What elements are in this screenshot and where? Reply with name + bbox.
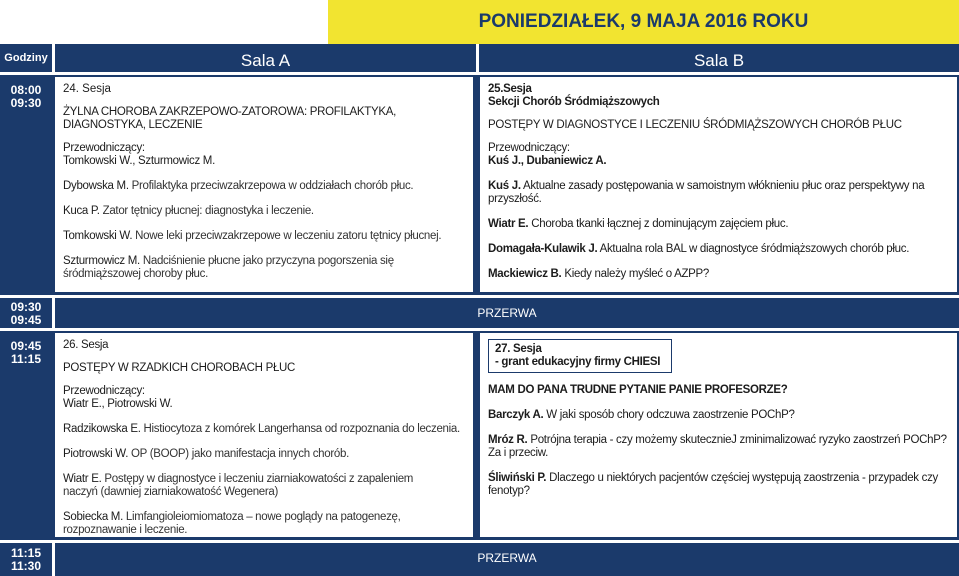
talk-title: Dlaczego u niektórych pacjentów częściej występują zaostrzenia - przypadek czy fenotyp? <box>488 472 938 497</box>
talk-item <box>63 473 423 499</box>
time-end: 09:30 <box>10 96 42 110</box>
talk-title: Histiocytoza z komórek Langerhansa od rozpoznania do leczenia. <box>143 423 460 435</box>
time-slot-4 <box>0 543 52 576</box>
speaker: Mróz R. <box>488 434 528 446</box>
talk-item <box>63 423 465 436</box>
session-24-card <box>55 77 473 292</box>
time-end: 11:30 <box>10 559 42 573</box>
speaker: Dybowska M. <box>63 180 129 192</box>
talk-item <box>488 268 949 281</box>
session-title: POSTĘPY W RZADKICH CHOROBACH PŁUC <box>63 362 296 374</box>
chairs: Kuś J., Dubaniewicz A. <box>488 155 607 167</box>
talk-item <box>63 205 465 218</box>
speaker: Wiatr E. <box>63 473 102 485</box>
talk-item <box>488 472 949 498</box>
session-number: 24. Sesja <box>63 83 111 95</box>
room-a-header: Sala A <box>55 44 476 72</box>
session-title: MAM DO PANA TRUDNE PYTANIE PANIE PROFESORZE? <box>488 384 788 396</box>
chair-label: Przewodniczący: <box>63 142 145 154</box>
chair-label: Przewodniczący: <box>63 385 145 397</box>
talk-title: Choroba tkanki łącznej z dominującym zajęciem płuc. <box>531 218 789 230</box>
time-slot-2 <box>0 298 52 328</box>
session-27-card <box>480 333 957 537</box>
talk-item <box>63 180 465 193</box>
time-column-header: Godziny <box>0 44 52 72</box>
talk-title: Aktualna rola BAL w diagnostyce śródmiąższowych chorób płuc. <box>599 243 910 255</box>
talk-title: Potrójna terapia - czy możemy skutecznieJ zminimalizować ryzyko zaostrzeń POChP? <box>530 434 947 446</box>
session-subtitle: Sekcji Chorób Śródmiąższowych <box>488 96 660 108</box>
speaker: Mackiewicz B. <box>488 268 562 280</box>
speaker: Barczyk A. <box>488 409 544 421</box>
talk-title: Postępy w diagnostyce i leczeniu ziarniakowatości z zapaleniem naczyń (dawniej ziarniakowatość Wegenera) <box>63 473 414 498</box>
talk-title: Aktualne zasady postępowania w samoistnym włóknieniu płuc oraz perspektywy na przyszłość. <box>488 180 925 205</box>
talk-title: OP (BOOP) jako manifestacja innych chorób. <box>131 448 349 460</box>
chairs: Tomkowski W., Szturmowicz M. <box>63 155 215 167</box>
session-number: 25.Sesja <box>488 83 532 95</box>
speaker: Kuca P. <box>63 205 100 217</box>
talk-item <box>488 434 949 447</box>
talk-title: Profilaktyka przeciwzakrzepowa w oddziałach chorób płuc. <box>131 180 414 192</box>
day-title: PONIEDZIAŁEK, 9 MAJA 2016 ROKU <box>328 0 959 44</box>
time-slot-1 <box>0 75 52 295</box>
speaker: Tomkowski W. <box>63 230 133 242</box>
time-start: 09:30 <box>10 300 42 314</box>
session-title: ŻYLNA CHOROBA ZAKRZEPOWO-ZATOROWA: PROFILAKTYKA, DIAGNOSTYKA, LECZENIE <box>63 106 396 131</box>
break-bar: PRZERWA <box>55 298 959 328</box>
session-title: POSTĘPY W DIAGNOSTYCE I LECZENIU ŚRÓDMIĄŻSZOWYCH CHORÓB PŁUC <box>488 119 902 131</box>
talk-title: Zator tętnicy płucnej: diagnostyka i leczenie. <box>102 205 314 217</box>
speaker: Domagała-Kulawik J. <box>488 243 598 255</box>
talk-title: Limfangioleiomiomatoza – nowe poglądy na patogenezę, rozpoznawanie i leczenie. <box>63 511 401 536</box>
time-slot-3 <box>0 331 52 540</box>
talk-title: Kiedy należy myśleć o AZPP? <box>564 268 710 280</box>
break-bar: PRZERWA <box>55 543 959 576</box>
time-start: 09:45 <box>10 339 42 353</box>
session-number: 26. Sesja <box>63 339 109 351</box>
speaker: Szturmowicz M. <box>63 255 140 267</box>
speaker: Śliwiński P. <box>488 472 547 484</box>
time-end: 11:15 <box>10 352 42 366</box>
room-b-header: Sala B <box>479 44 959 72</box>
talk-title: Nowe leki przeciwzakrzepowe w leczeniu zatoru tętnicy płucnej. <box>135 230 442 242</box>
speaker: Sobiecka M. <box>63 511 123 523</box>
talk-title: W jaki sposób chory odczuwa zaostrzenie POChP? <box>546 409 795 421</box>
talk-item <box>488 218 949 231</box>
talk-item <box>488 409 949 422</box>
talk-item <box>63 511 465 537</box>
speaker: Piotrowski W. <box>63 448 129 460</box>
session-25-card <box>480 77 957 292</box>
talk-extra: Za i przeciw. <box>488 447 549 459</box>
chairs: Wiatr E., Piotrowski W. <box>63 398 173 410</box>
session-number: 27. Sesja <box>495 343 542 355</box>
talk-item <box>63 255 465 281</box>
session-subtitle: - grant edukacyjny firmy CHIESI <box>495 356 661 368</box>
talk-title: Nadciśnienie płucne jako przyczyna pogorszenia się śródmiąższowej choroby płuc. <box>63 255 394 280</box>
talk-item <box>488 180 949 206</box>
time-start: 08:00 <box>10 83 42 97</box>
session-27-label-box <box>488 339 672 373</box>
session-26-card <box>55 333 473 537</box>
talk-item <box>63 448 465 461</box>
talk-item <box>488 243 949 256</box>
chair-label: Przewodniczący: <box>488 142 570 154</box>
talk-item <box>63 230 465 243</box>
time-start: 11:15 <box>10 546 42 560</box>
time-end: 09:45 <box>10 313 42 327</box>
speaker: Radzikowska E. <box>63 423 141 435</box>
speaker: Kuś J. <box>488 180 521 192</box>
speaker: Wiatr E. <box>488 218 529 230</box>
